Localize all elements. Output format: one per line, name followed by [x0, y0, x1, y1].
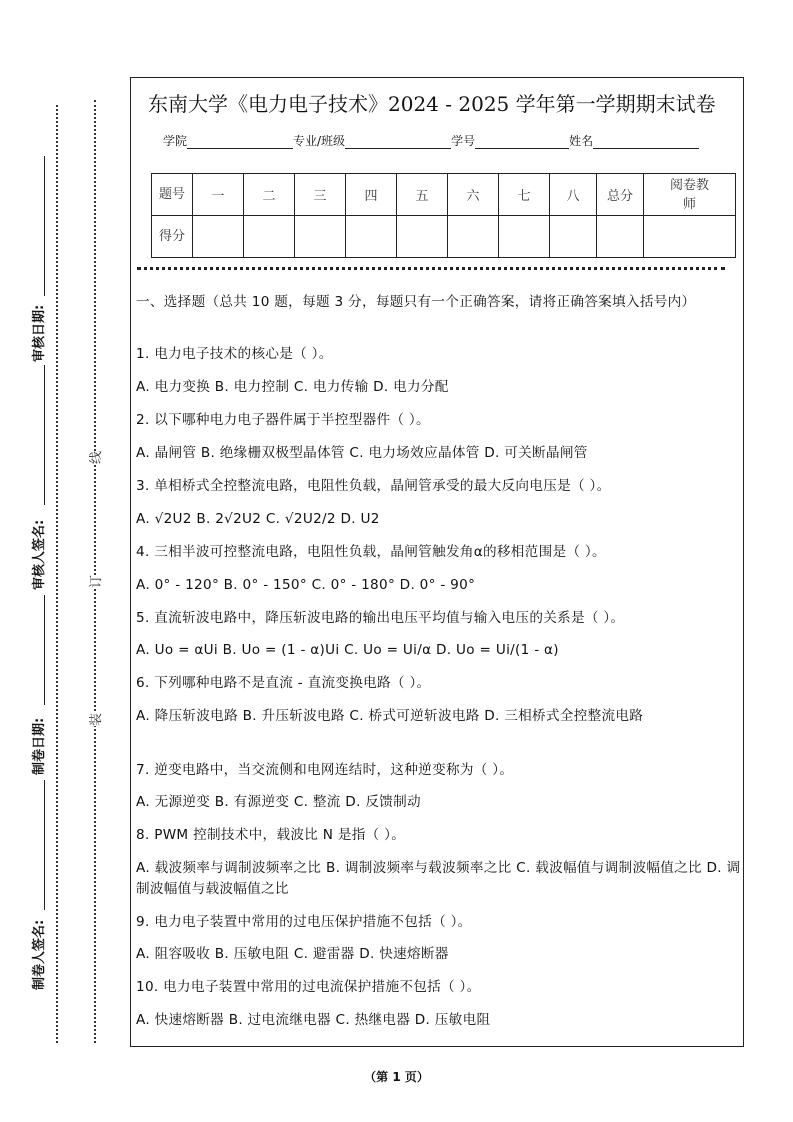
name-field[interactable]: [593, 134, 699, 149]
reviewer-sign-line: [44, 365, 45, 505]
question-6: 6. 下列哪种电路不是直流 - 直流变换电路（ ）。: [136, 675, 431, 691]
col-6: 六: [448, 174, 499, 216]
col-total: 总分: [597, 174, 644, 216]
col-4: 四: [346, 174, 397, 216]
name-label: 姓名: [569, 134, 594, 148]
major-label: 专业/班级: [293, 134, 346, 148]
reviewer-sign-label: 审核人签名:: [32, 519, 47, 590]
bind-mark-line: 线: [85, 451, 104, 464]
options-3: A. √2U2 B. 2√2U2 C. √2U2/2 D. U2: [136, 511, 380, 527]
college-label: 学院: [163, 134, 188, 148]
options-10: A. 快速熔断器 B. 过电流继电器 C. 热继电器 D. 压敏电阻: [136, 1012, 491, 1028]
col-8: 八: [550, 174, 597, 216]
col-3: 三: [295, 174, 346, 216]
col-reviewer: 阅卷教师: [644, 174, 736, 216]
score-cell-4[interactable]: [346, 216, 397, 258]
score-cell-5[interactable]: [397, 216, 448, 258]
student-info-row: [163, 132, 699, 149]
options-6: A. 降压斩波电路 B. 升压斩波电路 C. 桥式可逆斩波电路 D. 三相桥式全控整流电路: [136, 708, 644, 724]
binding-dotted-line: [94, 100, 96, 1043]
major-field[interactable]: [345, 134, 451, 149]
options-2: A. 晶闸管 B. 绝缘栅双极型晶体管 C. 电力场效应晶体管 D. 可关断晶闸管: [136, 445, 588, 461]
question-5: 5. 直流斩波电路中，降压斩波电路的输出电压平均值与输入电压的关系是（ ）。: [136, 610, 625, 626]
student-id-label: 学号: [451, 134, 476, 148]
col-7: 七: [499, 174, 550, 216]
score-cell-3[interactable]: [295, 216, 346, 258]
make-date-label: 制卷日期:: [32, 717, 47, 775]
score-cell-total[interactable]: [597, 216, 644, 258]
question-2: 2. 以下哪种电力电子器件属于半控型器件（ ）。: [136, 412, 430, 428]
score-cell-8[interactable]: [550, 216, 597, 258]
options-1: A. 电力变换 B. 电力控制 C. 电力传输 D. 电力分配: [136, 379, 449, 395]
question-4: 4. 三相半波可控整流电路，电阻性负载，晶闸管触发角α的移相范围是（ ）。: [136, 544, 606, 560]
section-heading: 一、选择题（总共 10 题，每题 3 分，每题只有一个正确答案，请将正确答案填入括号内）: [136, 294, 696, 310]
question-3: 3. 单相桥式全控整流电路，电阻性负载，晶闸管承受的最大反向电压是（ ）。: [136, 478, 611, 494]
score-cell-2[interactable]: [244, 216, 295, 258]
options-4: A. 0° - 120° B. 0° - 150° C. 0° - 180° D. 0° - 90°: [136, 577, 476, 593]
score-cell-1[interactable]: [193, 216, 244, 258]
question-7: 7. 逆变电路中，当交流侧和电网连结时，这种逆变称为（ ）。: [136, 762, 514, 778]
maker-sign-label: 制卷人签名:: [32, 919, 47, 990]
make-date-line: [44, 595, 45, 705]
question-8: 8. PWM 控制技术中，载波比 N 是指（ ）。: [136, 827, 406, 843]
bind-mark-bind: 装: [85, 713, 104, 726]
exam-title: 东南大学《电力电子技术》2024 - 2025 学年第一学期期末试卷: [148, 92, 716, 116]
options-5: A. Uo = αUi B. Uo = (1 - α)Ui C. Uo = Ui/α D. Uo = Ui/(1 - α): [136, 642, 559, 658]
score-table: [151, 173, 736, 258]
score-cell-6[interactable]: [448, 216, 499, 258]
college-field[interactable]: [187, 134, 293, 149]
maker-sign-line: [44, 780, 45, 910]
col-1: 一: [193, 174, 244, 216]
question-10: 10. 电力电子装置中常用的过电流保护措施不包括（ ）。: [136, 979, 481, 995]
review-date-label: 审核日期:: [32, 304, 47, 362]
student-id-field[interactable]: [475, 134, 569, 149]
row-label-score: 得分: [152, 216, 193, 258]
options-8: A. 载波频率与调制波频率之比 B. 调制波频率与载波频率之比 C. 载波幅值与调制波幅值之比 D. 调制波幅值与载波幅值之比: [136, 860, 741, 897]
review-date-line: [44, 156, 45, 296]
bind-mark-staple: 订: [85, 575, 104, 588]
options-7: A. 无源逆变 B. 有源逆变 C. 整流 D. 反馈制动: [136, 794, 421, 810]
score-cell-reviewer[interactable]: [644, 216, 736, 258]
options-9: A. 阻容吸收 B. 压敏电阻 C. 避雷器 D. 快速熔断器: [136, 946, 449, 962]
left-dotted-line: [56, 105, 58, 1043]
question-1: 1. 电力电子技术的核心是（ ）。: [136, 346, 333, 362]
section-separator: [137, 267, 725, 270]
score-cell-7[interactable]: [499, 216, 550, 258]
question-9: 9. 电力电子装置中常用的过电压保护措施不包括（ ）。: [136, 914, 472, 930]
page-number: （第 1 页）: [364, 1070, 429, 1084]
row-label-question-no: 题号: [152, 174, 193, 216]
col-5: 五: [397, 174, 448, 216]
col-2: 二: [244, 174, 295, 216]
